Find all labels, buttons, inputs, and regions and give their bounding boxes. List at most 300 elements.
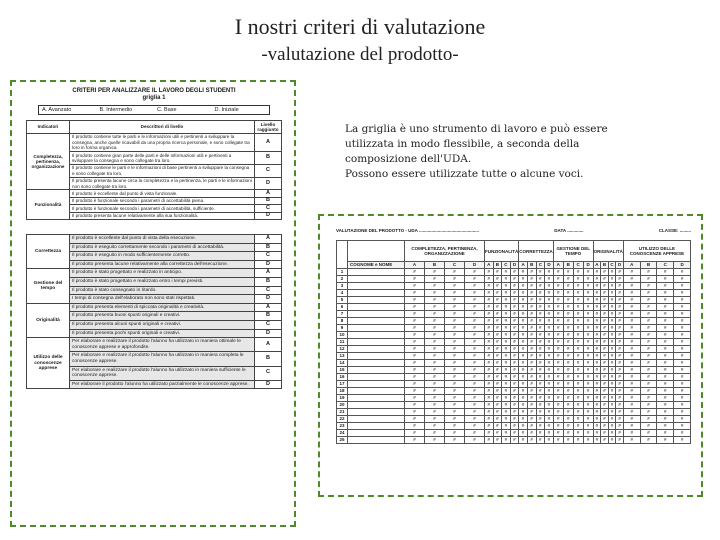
grade-cell[interactable]: # [536, 416, 545, 423]
grade-cell[interactable]: # [657, 353, 674, 360]
grade-cell[interactable]: # [623, 430, 640, 437]
grade-cell[interactable]: # [583, 360, 593, 367]
grade-cell[interactable]: # [519, 409, 528, 416]
grade-cell[interactable]: # [553, 388, 563, 395]
grade-cell[interactable]: # [601, 339, 609, 346]
grade-cell[interactable]: # [405, 437, 425, 444]
grade-cell[interactable]: # [608, 416, 616, 423]
grade-cell[interactable]: # [545, 304, 554, 311]
grade-cell[interactable]: # [616, 409, 624, 416]
grade-cell[interactable]: # [425, 381, 445, 388]
grade-cell[interactable]: # [573, 318, 583, 325]
grade-cell[interactable]: # [616, 381, 624, 388]
student-name-cell[interactable] [348, 388, 405, 395]
grade-cell[interactable]: # [425, 297, 445, 304]
grade-cell[interactable]: # [519, 430, 528, 437]
grade-cell[interactable]: # [425, 360, 445, 367]
grade-cell[interactable]: # [493, 297, 502, 304]
grade-cell[interactable]: # [536, 367, 545, 374]
grade-cell[interactable]: # [405, 360, 425, 367]
grade-cell[interactable]: # [536, 409, 545, 416]
grade-cell[interactable]: # [493, 318, 502, 325]
grade-cell[interactable]: # [405, 318, 425, 325]
grade-cell[interactable]: # [674, 374, 691, 381]
grade-cell[interactable]: # [593, 402, 601, 409]
student-name-cell[interactable] [348, 283, 405, 290]
grade-cell[interactable]: # [583, 332, 593, 339]
grade-cell[interactable]: # [608, 353, 616, 360]
grade-cell[interactable]: # [601, 416, 609, 423]
grade-cell[interactable]: # [563, 353, 573, 360]
grade-cell[interactable]: # [527, 304, 536, 311]
grade-cell[interactable]: # [623, 367, 640, 374]
grade-cell[interactable]: # [527, 353, 536, 360]
grade-cell[interactable]: # [485, 332, 494, 339]
grade-cell[interactable]: # [493, 325, 502, 332]
grade-cell[interactable]: # [510, 388, 519, 395]
grade-cell[interactable]: # [536, 332, 545, 339]
grade-cell[interactable]: # [445, 437, 465, 444]
grade-cell[interactable]: # [502, 395, 511, 402]
grade-cell[interactable]: # [527, 339, 536, 346]
grade-cell[interactable]: # [657, 437, 674, 444]
grade-cell[interactable]: # [519, 360, 528, 367]
grade-cell[interactable]: # [674, 423, 691, 430]
grade-cell[interactable]: # [545, 353, 554, 360]
grade-cell[interactable]: # [616, 353, 624, 360]
grade-cell[interactable]: # [601, 311, 609, 318]
grade-cell[interactable]: # [545, 311, 554, 318]
grade-cell[interactable]: # [608, 325, 616, 332]
student-name-cell[interactable] [348, 353, 405, 360]
grade-cell[interactable]: # [608, 276, 616, 283]
grade-cell[interactable]: # [640, 353, 657, 360]
grade-cell[interactable]: # [519, 395, 528, 402]
grade-cell[interactable]: # [445, 325, 465, 332]
grade-cell[interactable]: # [527, 311, 536, 318]
grade-cell[interactable]: # [583, 353, 593, 360]
grade-cell[interactable]: # [616, 339, 624, 346]
grade-cell[interactable]: # [623, 318, 640, 325]
grade-cell[interactable]: # [493, 437, 502, 444]
grade-cell[interactable]: # [425, 318, 445, 325]
grade-cell[interactable]: # [536, 374, 545, 381]
grade-cell[interactable]: # [674, 360, 691, 367]
grade-cell[interactable]: # [465, 409, 485, 416]
grade-cell[interactable]: # [536, 325, 545, 332]
grade-cell[interactable]: # [623, 360, 640, 367]
grade-cell[interactable]: # [445, 346, 465, 353]
grade-cell[interactable]: # [601, 374, 609, 381]
grade-cell[interactable]: # [519, 353, 528, 360]
grade-cell[interactable]: # [425, 290, 445, 297]
grade-cell[interactable]: # [527, 290, 536, 297]
grade-cell[interactable]: # [510, 381, 519, 388]
grade-cell[interactable]: # [519, 374, 528, 381]
grade-cell[interactable]: # [502, 409, 511, 416]
grade-cell[interactable]: # [601, 297, 609, 304]
grade-cell[interactable]: # [657, 381, 674, 388]
grade-cell[interactable]: # [527, 402, 536, 409]
grade-cell[interactable]: # [623, 437, 640, 444]
grade-cell[interactable]: # [553, 269, 563, 276]
grade-cell[interactable]: # [674, 318, 691, 325]
student-name-cell[interactable] [348, 304, 405, 311]
grade-cell[interactable]: # [510, 311, 519, 318]
grade-cell[interactable]: # [405, 374, 425, 381]
grade-cell[interactable]: # [573, 423, 583, 430]
grade-cell[interactable]: # [536, 283, 545, 290]
grade-cell[interactable]: # [608, 388, 616, 395]
grade-cell[interactable]: # [465, 395, 485, 402]
grade-cell[interactable]: # [502, 353, 511, 360]
grade-cell[interactable]: # [510, 430, 519, 437]
grade-cell[interactable]: # [519, 388, 528, 395]
grade-cell[interactable]: # [527, 437, 536, 444]
grade-cell[interactable]: # [657, 304, 674, 311]
grade-cell[interactable]: # [465, 437, 485, 444]
grade-cell[interactable]: # [593, 381, 601, 388]
grade-cell[interactable]: # [545, 423, 554, 430]
grade-cell[interactable]: # [593, 304, 601, 311]
grade-cell[interactable]: # [601, 353, 609, 360]
grade-cell[interactable]: # [623, 388, 640, 395]
grade-cell[interactable]: # [502, 290, 511, 297]
grade-cell[interactable]: # [593, 437, 601, 444]
grade-cell[interactable]: # [465, 276, 485, 283]
grade-cell[interactable]: # [545, 381, 554, 388]
grade-cell[interactable]: # [616, 395, 624, 402]
grade-cell[interactable]: # [510, 325, 519, 332]
grade-cell[interactable]: # [623, 325, 640, 332]
grade-cell[interactable]: # [465, 311, 485, 318]
grade-cell[interactable]: # [674, 367, 691, 374]
grade-cell[interactable]: # [593, 360, 601, 367]
grade-cell[interactable]: # [493, 430, 502, 437]
grade-cell[interactable]: # [493, 339, 502, 346]
grade-cell[interactable]: # [553, 367, 563, 374]
grade-cell[interactable]: # [536, 388, 545, 395]
grade-cell[interactable]: # [527, 332, 536, 339]
grade-cell[interactable]: # [425, 283, 445, 290]
student-name-cell[interactable] [348, 276, 405, 283]
grade-cell[interactable]: # [527, 430, 536, 437]
grade-cell[interactable]: # [616, 311, 624, 318]
grade-cell[interactable]: # [493, 395, 502, 402]
grade-cell[interactable]: # [485, 381, 494, 388]
grade-cell[interactable]: # [573, 381, 583, 388]
grade-cell[interactable]: # [563, 297, 573, 304]
grade-cell[interactable]: # [445, 311, 465, 318]
grade-cell[interactable]: # [465, 318, 485, 325]
grade-cell[interactable]: # [563, 423, 573, 430]
grade-cell[interactable]: # [657, 269, 674, 276]
grade-cell[interactable]: # [573, 402, 583, 409]
grade-cell[interactable]: # [553, 283, 563, 290]
grade-cell[interactable]: # [563, 304, 573, 311]
grade-cell[interactable]: # [593, 416, 601, 423]
grade-cell[interactable]: # [583, 430, 593, 437]
grade-cell[interactable]: # [493, 304, 502, 311]
grade-cell[interactable]: # [502, 388, 511, 395]
grade-cell[interactable]: # [583, 290, 593, 297]
grade-cell[interactable]: # [616, 423, 624, 430]
grade-cell[interactable]: # [608, 409, 616, 416]
grade-cell[interactable]: # [405, 311, 425, 318]
grade-cell[interactable]: # [527, 416, 536, 423]
grade-cell[interactable]: # [616, 290, 624, 297]
grade-cell[interactable]: # [519, 346, 528, 353]
grade-cell[interactable]: # [608, 297, 616, 304]
grade-cell[interactable]: # [502, 402, 511, 409]
grade-cell[interactable]: # [616, 374, 624, 381]
grade-cell[interactable]: # [616, 437, 624, 444]
grade-cell[interactable]: # [527, 395, 536, 402]
grade-cell[interactable]: # [640, 339, 657, 346]
grade-cell[interactable]: # [502, 269, 511, 276]
grade-cell[interactable]: # [445, 269, 465, 276]
grade-cell[interactable]: # [674, 416, 691, 423]
grade-cell[interactable]: # [425, 304, 445, 311]
grade-cell[interactable]: # [493, 283, 502, 290]
grade-cell[interactable]: # [493, 346, 502, 353]
grade-cell[interactable]: # [608, 311, 616, 318]
grade-cell[interactable]: # [608, 318, 616, 325]
grade-cell[interactable]: # [405, 304, 425, 311]
grade-cell[interactable]: # [573, 395, 583, 402]
grade-cell[interactable]: # [623, 297, 640, 304]
grade-cell[interactable]: # [616, 304, 624, 311]
grade-cell[interactable]: # [553, 437, 563, 444]
grade-cell[interactable]: # [593, 276, 601, 283]
grade-cell[interactable]: # [573, 360, 583, 367]
student-name-cell[interactable] [348, 367, 405, 374]
grade-cell[interactable]: # [405, 325, 425, 332]
grade-cell[interactable]: # [536, 402, 545, 409]
grade-cell[interactable]: # [583, 276, 593, 283]
grade-cell[interactable]: # [519, 381, 528, 388]
grade-cell[interactable]: # [493, 388, 502, 395]
grade-cell[interactable]: # [583, 402, 593, 409]
grade-cell[interactable]: # [445, 381, 465, 388]
grade-cell[interactable]: # [465, 269, 485, 276]
grade-cell[interactable]: # [553, 381, 563, 388]
grade-cell[interactable]: # [519, 276, 528, 283]
grade-cell[interactable]: # [623, 416, 640, 423]
grade-cell[interactable]: # [545, 437, 554, 444]
grade-cell[interactable]: # [674, 402, 691, 409]
grade-cell[interactable]: # [536, 353, 545, 360]
grade-cell[interactable]: # [593, 318, 601, 325]
grade-cell[interactable]: # [573, 325, 583, 332]
grade-cell[interactable]: # [593, 339, 601, 346]
grade-cell[interactable]: # [536, 339, 545, 346]
grade-cell[interactable]: # [623, 381, 640, 388]
grade-cell[interactable]: # [493, 409, 502, 416]
grade-cell[interactable]: # [502, 374, 511, 381]
grade-cell[interactable]: # [616, 332, 624, 339]
grade-cell[interactable]: # [493, 367, 502, 374]
grade-cell[interactable]: # [553, 374, 563, 381]
grade-cell[interactable]: # [593, 353, 601, 360]
grade-cell[interactable]: # [583, 409, 593, 416]
grade-cell[interactable]: # [608, 374, 616, 381]
student-name-cell[interactable] [348, 395, 405, 402]
grade-cell[interactable]: # [519, 290, 528, 297]
grade-cell[interactable]: # [510, 297, 519, 304]
grade-cell[interactable]: # [485, 395, 494, 402]
grade-cell[interactable]: # [608, 360, 616, 367]
grade-cell[interactable]: # [608, 423, 616, 430]
grade-cell[interactable]: # [573, 367, 583, 374]
grade-cell[interactable]: # [657, 290, 674, 297]
grade-cell[interactable]: # [510, 346, 519, 353]
grade-cell[interactable]: # [536, 269, 545, 276]
grade-cell[interactable]: # [502, 430, 511, 437]
grade-cell[interactable]: # [573, 332, 583, 339]
grade-cell[interactable]: # [657, 416, 674, 423]
student-name-cell[interactable] [348, 423, 405, 430]
grade-cell[interactable]: # [553, 409, 563, 416]
grade-cell[interactable]: # [616, 416, 624, 423]
grade-cell[interactable]: # [601, 437, 609, 444]
grade-cell[interactable]: # [608, 437, 616, 444]
grade-cell[interactable]: # [510, 339, 519, 346]
grade-cell[interactable]: # [502, 318, 511, 325]
grade-cell[interactable]: # [608, 304, 616, 311]
grade-cell[interactable]: # [465, 423, 485, 430]
grade-cell[interactable]: # [493, 269, 502, 276]
grade-cell[interactable]: # [563, 311, 573, 318]
grade-cell[interactable]: # [545, 325, 554, 332]
grade-cell[interactable]: # [674, 437, 691, 444]
grade-cell[interactable]: # [573, 437, 583, 444]
grade-cell[interactable]: # [536, 290, 545, 297]
grade-cell[interactable]: # [510, 269, 519, 276]
grade-cell[interactable]: # [485, 374, 494, 381]
grade-cell[interactable]: # [563, 409, 573, 416]
grade-cell[interactable]: # [601, 325, 609, 332]
grade-cell[interactable]: # [405, 269, 425, 276]
student-name-cell[interactable] [348, 409, 405, 416]
grade-cell[interactable]: # [519, 416, 528, 423]
grade-cell[interactable]: # [657, 423, 674, 430]
grade-cell[interactable]: # [553, 290, 563, 297]
grade-cell[interactable]: # [563, 276, 573, 283]
grade-cell[interactable]: # [640, 395, 657, 402]
grade-cell[interactable]: # [510, 290, 519, 297]
grade-cell[interactable]: # [445, 360, 465, 367]
grade-cell[interactable]: # [502, 423, 511, 430]
grade-cell[interactable]: # [405, 381, 425, 388]
grade-cell[interactable]: # [545, 402, 554, 409]
grade-cell[interactable]: # [502, 325, 511, 332]
grade-cell[interactable]: # [593, 325, 601, 332]
grade-cell[interactable]: # [545, 276, 554, 283]
grade-cell[interactable]: # [502, 332, 511, 339]
grade-cell[interactable]: # [674, 395, 691, 402]
student-name-cell[interactable] [348, 402, 405, 409]
grade-cell[interactable]: # [425, 269, 445, 276]
grade-cell[interactable]: # [623, 395, 640, 402]
grade-cell[interactable]: # [616, 297, 624, 304]
grade-cell[interactable]: # [601, 346, 609, 353]
grade-cell[interactable]: # [640, 430, 657, 437]
grade-cell[interactable]: # [510, 437, 519, 444]
grade-cell[interactable]: # [640, 388, 657, 395]
grade-cell[interactable]: # [527, 276, 536, 283]
grade-cell[interactable]: # [445, 430, 465, 437]
grade-cell[interactable]: # [593, 423, 601, 430]
grade-cell[interactable]: # [640, 297, 657, 304]
grade-cell[interactable]: # [502, 360, 511, 367]
grade-cell[interactable]: # [405, 283, 425, 290]
grade-cell[interactable]: # [593, 374, 601, 381]
student-name-cell[interactable] [348, 290, 405, 297]
grade-cell[interactable]: # [465, 374, 485, 381]
grade-cell[interactable]: # [608, 367, 616, 374]
grade-cell[interactable]: # [536, 423, 545, 430]
grade-cell[interactable]: # [601, 276, 609, 283]
grade-cell[interactable]: # [519, 304, 528, 311]
grade-cell[interactable]: # [657, 311, 674, 318]
grade-cell[interactable]: # [545, 395, 554, 402]
grade-cell[interactable]: # [640, 283, 657, 290]
grade-cell[interactable]: # [425, 388, 445, 395]
grade-cell[interactable]: # [527, 318, 536, 325]
grade-cell[interactable]: # [623, 332, 640, 339]
grade-cell[interactable]: # [527, 423, 536, 430]
grade-cell[interactable]: # [425, 367, 445, 374]
grade-cell[interactable]: # [616, 276, 624, 283]
grade-cell[interactable]: # [623, 290, 640, 297]
grade-cell[interactable]: # [519, 318, 528, 325]
grade-cell[interactable]: # [616, 402, 624, 409]
grade-cell[interactable]: # [519, 423, 528, 430]
grade-cell[interactable]: # [510, 318, 519, 325]
grade-cell[interactable]: # [519, 269, 528, 276]
grade-cell[interactable]: # [465, 402, 485, 409]
grade-cell[interactable]: # [545, 388, 554, 395]
grade-cell[interactable]: # [640, 381, 657, 388]
grade-cell[interactable]: # [485, 402, 494, 409]
grade-cell[interactable]: # [465, 360, 485, 367]
grade-cell[interactable]: # [657, 395, 674, 402]
grade-cell[interactable]: # [425, 437, 445, 444]
grade-cell[interactable]: # [563, 318, 573, 325]
grade-cell[interactable]: # [545, 339, 554, 346]
grade-cell[interactable]: # [465, 381, 485, 388]
grade-cell[interactable]: # [502, 304, 511, 311]
grade-cell[interactable]: # [608, 283, 616, 290]
grade-cell[interactable]: # [405, 395, 425, 402]
grade-cell[interactable]: # [674, 283, 691, 290]
grade-cell[interactable]: # [425, 409, 445, 416]
grade-cell[interactable]: # [553, 325, 563, 332]
grade-cell[interactable]: # [405, 416, 425, 423]
student-name-cell[interactable] [348, 346, 405, 353]
grade-cell[interactable]: # [445, 423, 465, 430]
grade-cell[interactable]: # [545, 409, 554, 416]
grade-cell[interactable]: # [536, 437, 545, 444]
grade-cell[interactable]: # [527, 409, 536, 416]
grade-cell[interactable]: # [640, 367, 657, 374]
grade-cell[interactable]: # [465, 290, 485, 297]
grade-cell[interactable]: # [527, 283, 536, 290]
grade-cell[interactable]: # [640, 346, 657, 353]
grade-cell[interactable]: # [674, 346, 691, 353]
grade-cell[interactable]: # [563, 360, 573, 367]
